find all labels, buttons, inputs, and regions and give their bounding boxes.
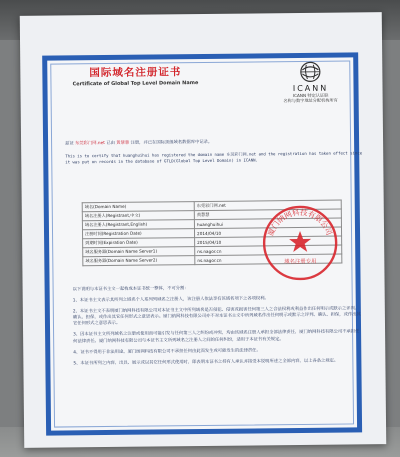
company-seal: [260, 203, 341, 284]
certificate-subtitle: Certificate of Global Top Level Domain Name: [72, 80, 199, 88]
table-row-value: ns.nagor.cn: [195, 254, 342, 265]
terms-item: 4、证书不得用于非法用途。厦门纳网科技有限公司不承担任何由此而发生或可能发生的法律责任。: [73, 348, 261, 356]
terms-item: 3、因本证书主文所列域名之注册或使用而可能引发与任何第三人之纠纷或冲突，均由该域名注册人承担全部法律责任，厦门纳网科技有限公司不承担任何法律责任。厦门纳网科技有限公司与本证书主文所列域名之注册人之间的任何纠纷，适用于本证书有关规定。: [73, 329, 360, 344]
table-row-label: 域名服务器(Domain Name Server2): [83, 256, 195, 266]
certificate-title: 国际域名注册证书: [89, 66, 182, 80]
table-row-label: 域名服务器(Domain Name Server1): [83, 247, 195, 257]
table-row-value: ns.nagor.cn: [195, 245, 342, 256]
logo-name: ICANN: [292, 83, 329, 94]
intro-chinese: 兹证 东莞彩门网.net 已由 黄慧慧 注册，并已在国际顶级域名数据库中记录。: [65, 139, 213, 147]
terms-item: 2、本证书主文不表明厦门纳网科技有限公司对本证书主文中所列域名是否侵犯、侵害或损害任何第三人之合法权利或利益作出任何明示或默示之评判、确认、担保，或作出其它任何形式之意思表示。厦门纳网科技有限公司亦不对本证书主文中所列域名作出任何明示或默示之评判、确认、担保，或作出其它任何形式之意思表示。: [72, 306, 361, 327]
domain-name-highlight: 东莞彩门网.net: [75, 141, 105, 147]
table-row-value: 2015/04/10: [195, 236, 342, 247]
table-row-label: 到期时间(Expiration Date): [83, 238, 195, 248]
table-row-label: 域名(Domain Name): [82, 202, 194, 212]
certificate-paper: [20, 12, 387, 448]
terms-item: 1、本证书主文表示其所列之域名个人系列列域名之注册人，该注册人依法享有该域名项下之各项权利。: [72, 296, 269, 304]
terms-item: 5、本证书所列之内容，出具、展示或以其它任何形式使用时，即表明本证书之持有人承认并接受本说明所述之全部内容，以上各条之规定。: [73, 358, 339, 367]
table-row-value: 东莞彩门网.net: [194, 200, 341, 211]
terms-intro: 以下说明与本证书主文一起构成本证书统一整体，不可分割：: [72, 286, 189, 293]
icann-globe-icon: [299, 61, 321, 83]
table-row-label: 注册时间(Registration Date): [82, 229, 194, 239]
table-row-value: 黄慧慧: [194, 209, 341, 220]
seal-top-text: 厦门纳网科技有限公司: [266, 207, 334, 238]
table-row-label: 域名注册人(Registrant,中文): [82, 211, 194, 221]
table-row-value: 2014/04/10: [194, 227, 341, 238]
intro-english: This is to certify that huanghuihui has registered the domain name 东莞彩门网.net and the registration has taken effect since it was put on records in the database of GTLD(Global Top Level Domain) in ICANN.: [65, 150, 363, 165]
icann-logo: [275, 61, 345, 104]
logo-subtitle-1: ICANN 特定认证联: [292, 92, 329, 99]
registrant-highlight: 黄慧慧: [116, 140, 130, 146]
terms-section: [73, 284, 364, 372]
seal-bottom-text: 域名注册专用: [284, 258, 317, 266]
table-row-value: huanghuihui: [194, 218, 341, 229]
seal-star-icon: [289, 231, 311, 252]
table-row-label: 域名注册人(Registrant,English): [82, 220, 194, 230]
logo-subtitle-2: 名称与数字地址分配机构所有: [283, 97, 338, 104]
